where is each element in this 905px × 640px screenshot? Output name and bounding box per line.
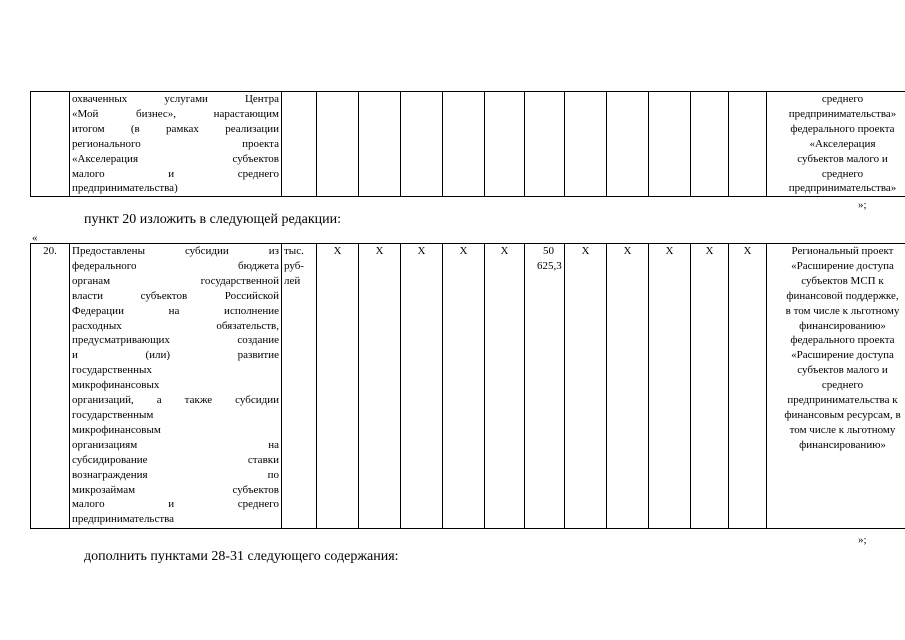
source-line: федерального проекта — [790, 334, 895, 347]
unit-cell — [282, 244, 317, 529]
description-line: предпринимательства — [72, 513, 175, 526]
description-line: «Мой бизнес», нарастающим — [72, 107, 279, 120]
source-line: Региональный проект — [791, 245, 894, 257]
description-line: охваченных услугами Центра — [72, 93, 279, 105]
value-cell — [525, 92, 565, 197]
description-line: расходных обязательств, — [72, 319, 279, 332]
description-line: государственных — [72, 364, 152, 377]
source-cell — [767, 244, 905, 529]
paragraph-item-20: пункт 20 изложить в следующей редакции: — [84, 212, 341, 227]
source-cell — [767, 92, 905, 197]
unit-line: руб- — [284, 259, 304, 272]
unit-line: лей — [284, 274, 301, 287]
value-cell — [691, 92, 729, 197]
source-line: предпринимательства» — [788, 182, 897, 195]
source-line: субъектов малого и — [797, 152, 888, 165]
closing-quote: »; — [858, 199, 867, 211]
description-line: итогом (в рамках реализации — [72, 122, 279, 135]
source-line: среднего — [821, 167, 864, 180]
source-line: среднего — [821, 93, 864, 105]
value-cell: X — [729, 244, 767, 529]
description-line: федерального бюджета — [72, 259, 279, 272]
value-cell — [485, 92, 525, 197]
description-line: малого и среднего — [72, 498, 279, 511]
value-cell: X — [359, 244, 401, 529]
source-line: субъектов МСП к — [801, 274, 884, 287]
description-cell — [70, 92, 282, 197]
value-cell: X — [565, 244, 607, 529]
value-cell: X — [485, 244, 525, 529]
source-line: среднего — [821, 379, 864, 392]
row-number-cell: 20. — [31, 244, 70, 529]
description-line: предпринимательства) — [72, 182, 178, 195]
value-cell — [565, 92, 607, 197]
description-line: предусматривающих создание — [72, 334, 279, 347]
description-line: «Акселерация субъектов — [72, 152, 279, 165]
value-cell — [317, 92, 359, 197]
source-line: предпринимательства к — [787, 394, 898, 407]
unit-line: тыс. — [284, 245, 304, 257]
table-row-20 — [30, 243, 905, 529]
value-cell: X — [317, 244, 359, 529]
description-line: и (или) развитие — [72, 349, 279, 362]
value-cell — [401, 92, 443, 197]
description-line: Предоставлены субсидии из — [72, 245, 279, 257]
description-cell — [70, 244, 282, 529]
value-cell: X — [401, 244, 443, 529]
description-line: организаций, а также субсидии — [72, 394, 279, 407]
opening-quote: « — [32, 232, 38, 244]
value-cell — [443, 92, 485, 197]
source-line: в том числе к льготному — [785, 304, 900, 317]
table-fragment-top — [30, 91, 905, 197]
paragraph-items-28-31: дополнить пунктами 28-31 следующего содержания: — [84, 549, 399, 564]
value-cell — [649, 92, 691, 197]
row-number-cell — [31, 92, 70, 197]
source-line: финансированию» — [799, 438, 886, 451]
source-line: том числе к льготному — [789, 423, 896, 436]
source-line: финансовой поддержке, — [786, 289, 899, 302]
source-line: федерального проекта — [790, 122, 895, 135]
source-line: «Акселерация — [809, 137, 876, 150]
unit-cell — [282, 92, 317, 197]
source-line: субъектов малого и — [797, 364, 888, 377]
description-line: Федерации на исполнение — [72, 304, 279, 317]
value-cell — [607, 92, 649, 197]
source-line: «Расширение доступа — [791, 349, 894, 362]
source-line: финансированию» — [799, 319, 886, 332]
value-cell: X — [607, 244, 649, 529]
source-line: финансовым ресурсам, в — [784, 408, 901, 421]
closing-quote: »; — [858, 534, 867, 546]
value-cell — [359, 92, 401, 197]
value-cell: X — [443, 244, 485, 529]
source-line: «Расширение доступа — [791, 259, 894, 272]
description-line: государственным — [72, 408, 154, 421]
description-line: малого и среднего — [72, 167, 279, 180]
description-line: регионального проекта — [72, 137, 279, 150]
source-line: предпринимательства» — [788, 107, 897, 120]
description-line: власти субъектов Российской — [72, 289, 279, 302]
description-line: микрофинансовым — [72, 423, 161, 436]
description-line: субсидирование ставки — [72, 453, 279, 466]
value-cell — [729, 92, 767, 197]
description-line: микрофинансовых — [72, 379, 160, 392]
value-cell-amount: 50 625,3 — [525, 244, 565, 529]
description-line: микрозаймам субъектов — [72, 483, 279, 496]
value-cell: X — [649, 244, 691, 529]
description-line: органам государственной — [72, 274, 279, 287]
description-line: организациям на — [72, 438, 279, 451]
description-line: вознаграждения по — [72, 468, 279, 481]
value-cell: X — [691, 244, 729, 529]
